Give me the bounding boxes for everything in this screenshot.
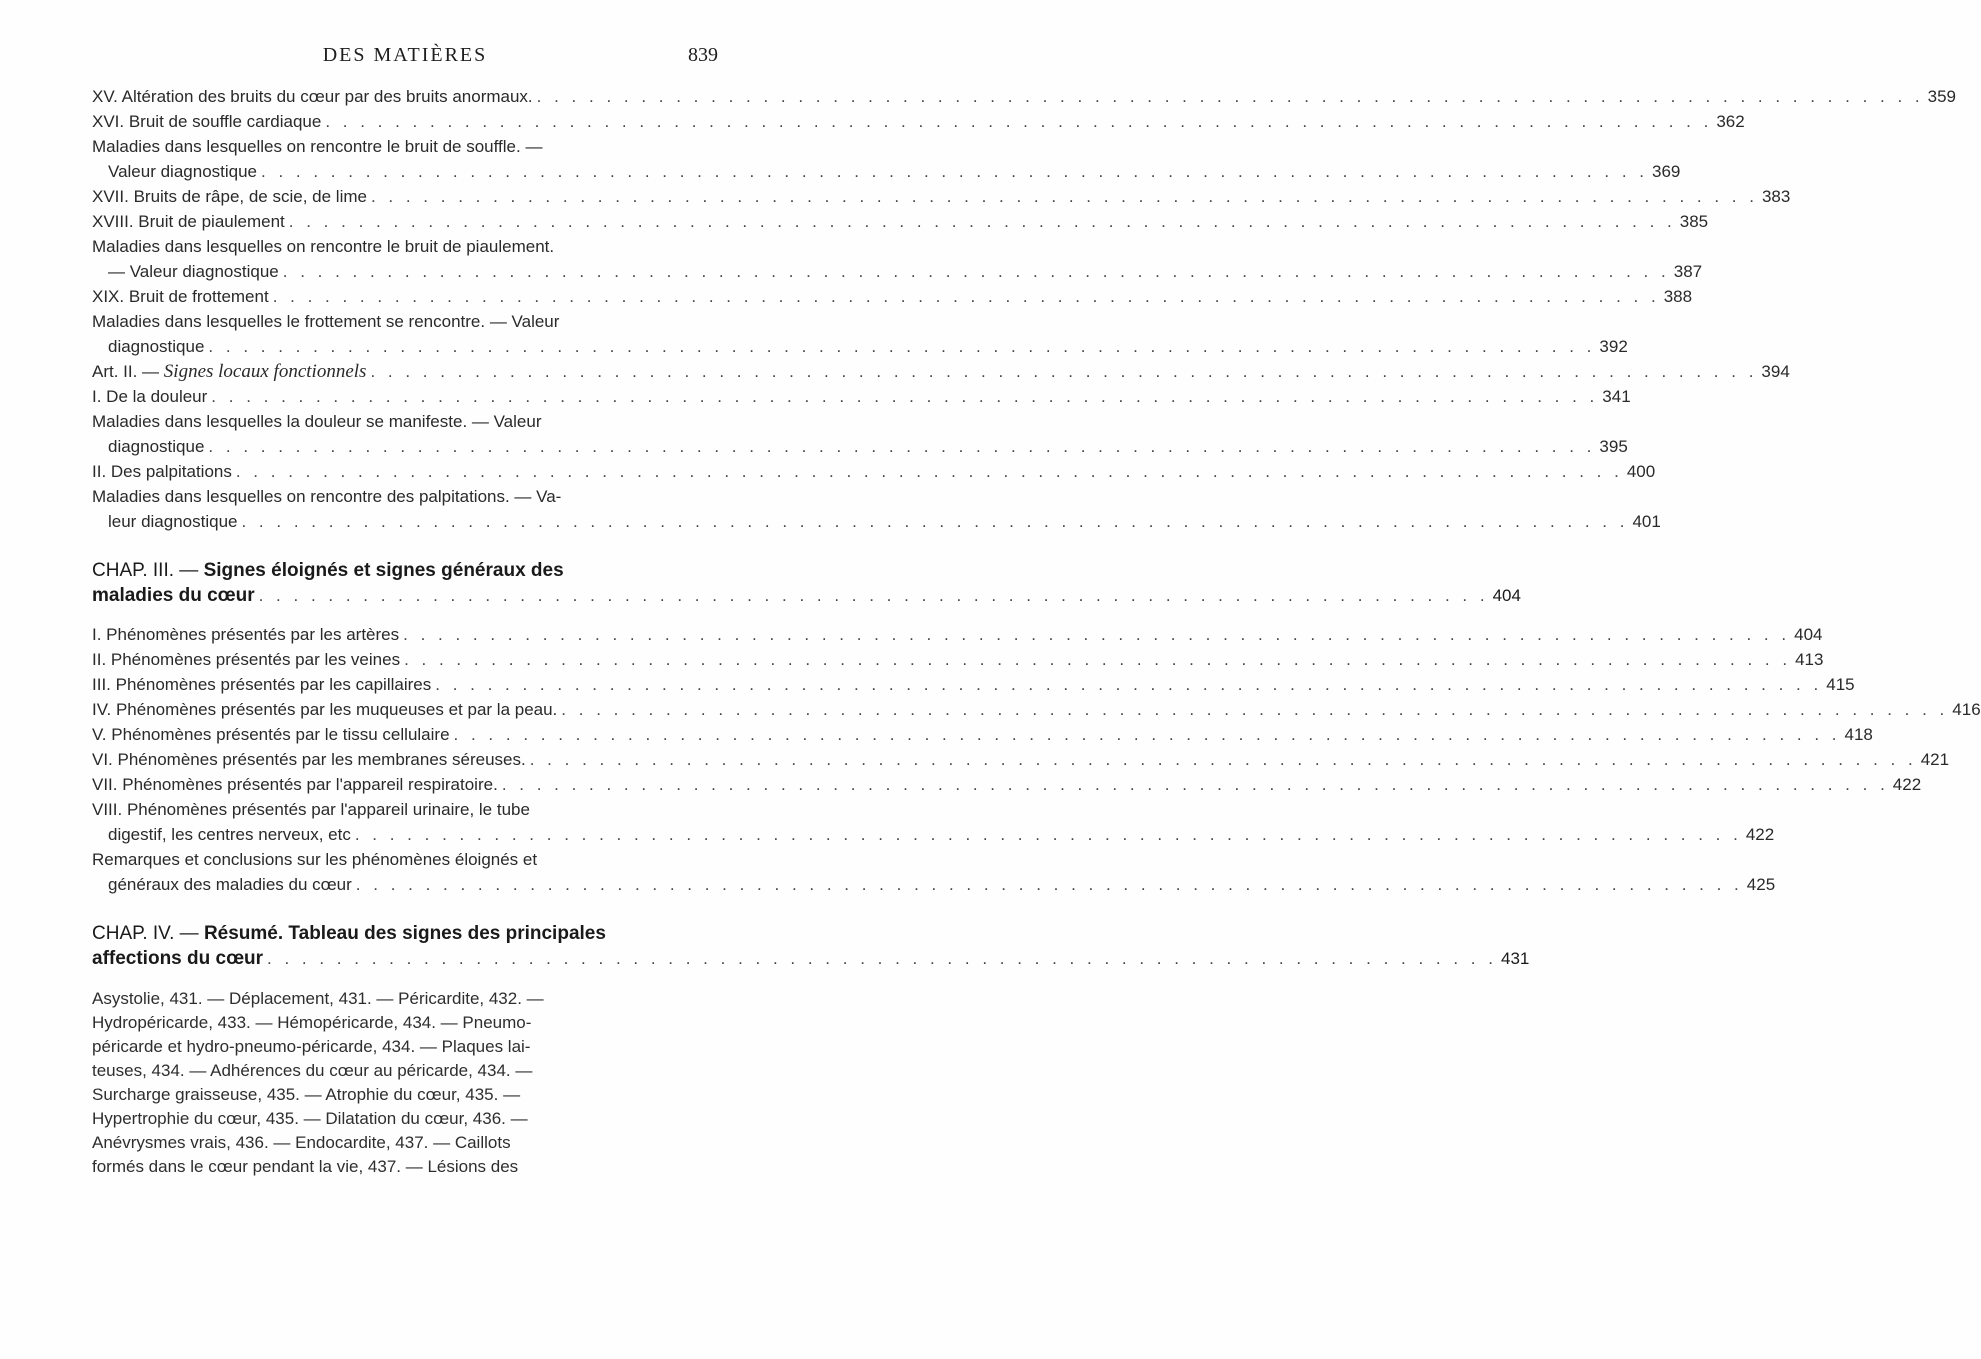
chapter-heading-4 (92, 921, 1530, 971)
toc-entry (92, 722, 1873, 747)
leader-dots (403, 622, 1790, 647)
toc-entry-page: 341 (1602, 387, 1631, 406)
article-label: Art. II. — (92, 362, 160, 381)
toc-entry-text: I. Phénomènes présentés par les artères (92, 625, 400, 644)
paragraph-line: Anévrysmes vrais, 436. — Endocardite, 437. — Caillots (92, 1133, 511, 1152)
toc-entry (92, 384, 1631, 409)
leader-dots (502, 772, 1889, 797)
spacer (92, 608, 718, 622)
leader-dots (454, 722, 1841, 747)
toc-entry-text-cont: diagnostique (108, 337, 205, 356)
paragraph-line: Hypertrophie du cœur, 435. — Dilatation du cœur, 436. — (92, 1109, 528, 1128)
paragraph-line: formés dans le cœur pendant la vie, 437. — Lésions des (92, 1157, 519, 1176)
toc-entry-text: XIX. Bruit de frottement (92, 287, 269, 306)
toc-entry (92, 84, 1957, 109)
toc-entry-text: V. Phénomènes présentés par le tissu cellulaire (92, 725, 450, 744)
toc-entry-text: XVI. Bruit de souffle cardiaque (92, 112, 322, 131)
toc-entry-page: 418 (1844, 725, 1873, 744)
chapter-page: 404 (1492, 586, 1521, 605)
toc-entry-page: 395 (1599, 437, 1628, 456)
leader-dots (208, 334, 1595, 359)
leader-dots (404, 647, 1791, 672)
toc-entry-text-cont: Valeur diagnostique (108, 162, 258, 181)
leader-dots (537, 84, 1924, 109)
toc-entry-text: Maladies dans lesquelles on rencontre le bruit de piaulement. (92, 237, 555, 256)
toc-entry-page: 421 (1920, 750, 1950, 769)
toc-entry-page: 383 (1761, 187, 1791, 206)
toc-entry-page: 392 (1599, 337, 1628, 356)
leader-dots (241, 509, 1628, 534)
leader-dots (283, 259, 1670, 284)
leader-dots (561, 697, 1948, 722)
toc-entry-text: VI. Phénomènes présentés par les membranes séreuses. (92, 750, 526, 769)
toc-entry (92, 209, 1709, 234)
toc-entry (92, 284, 1693, 309)
summary-paragraph (92, 987, 718, 1179)
toc-entry-page: 394 (1761, 362, 1790, 381)
toc-entry-page: 369 (1652, 162, 1681, 181)
paragraph-line: Surcharge graisseuse, 435. — Atrophie du cœur, 435. — (92, 1085, 521, 1104)
toc-entry-text: II. Des palpitations (92, 462, 232, 481)
leader-dots (289, 209, 1676, 234)
toc-entry-text: VII. Phénomènes présentés par l'appareil respiratoire. (92, 775, 498, 794)
toc-entry (92, 622, 1823, 647)
leader-dots (325, 109, 1712, 134)
toc-entry-text: XVIII. Bruit de piaulement (92, 212, 285, 231)
toc-entry-text-cont: — Valeur diagnostique (108, 262, 279, 281)
toc-entry-text: III. Phénomènes présentés par les capillaires (92, 675, 432, 694)
chapter-title-cont: affections du cœur (92, 948, 264, 969)
toc-entry-text-cont: leur diagnostique (108, 512, 238, 531)
toc-entry (92, 672, 1855, 697)
toc-entry-text: Maladies dans lesquelles le frottement se rencontre. — Valeur (92, 312, 560, 331)
toc-entry (92, 747, 1950, 772)
toc-entry-page: 422 (1892, 775, 1922, 794)
leader-dots (208, 434, 1595, 459)
leader-dots (273, 284, 1660, 309)
paragraph-line: Hydropéricarde, 433. — Hémopéricarde, 434. — Pneumo- (92, 1013, 532, 1032)
toc-entry-page: 388 (1663, 287, 1693, 306)
chapter-label: CHAP. III. — (92, 560, 199, 581)
toc-entry-page: 400 (1626, 462, 1656, 481)
toc-entry (92, 484, 1661, 534)
leader-dots (259, 583, 1489, 608)
toc-entry-page: 401 (1632, 512, 1661, 531)
toc-article-heading (92, 359, 1790, 384)
toc-entry-page: 362 (1716, 112, 1745, 131)
leader-dots (356, 872, 1743, 897)
chapter-title-cont: maladies du cœur (92, 585, 255, 606)
toc-entry (92, 234, 1703, 284)
toc-entry-page: 385 (1679, 212, 1709, 231)
chapter-page: 431 (1500, 949, 1530, 968)
paragraph-line: péricarde et hydro-pneumo-péricarde, 434. — Plaques lai- (92, 1037, 531, 1056)
toc-entry (92, 647, 1824, 672)
toc-entry-text-cont: généraux des maladies du cœur (108, 875, 352, 894)
toc-entry (92, 309, 1628, 359)
toc-entry-page: 387 (1673, 262, 1703, 281)
toc-entry-text: XVII. Bruits de râpe, de scie, de lime (92, 187, 367, 206)
leader-dots (267, 946, 1497, 971)
toc-entry-text: I. De la douleur (92, 387, 208, 406)
toc-entry (92, 772, 1922, 797)
running-title: DES MATIÈRES (322, 44, 488, 66)
leader-dots (370, 359, 1757, 384)
page-header (92, 44, 718, 74)
chapter-title: Résumé. Tableau des signes des principales (203, 923, 606, 944)
leader-dots (371, 184, 1758, 209)
toc-entry-text: Maladies dans lesquelles on rencontre le bruit de souffle. — (92, 137, 543, 156)
leader-dots (236, 459, 1623, 484)
toc-entry-page: 425 (1746, 875, 1776, 894)
toc-entry-text: IV. Phénomènes présentés par les muqueuses et par la peau. (92, 700, 558, 719)
chapter-title: Signes éloignés et signes généraux des (203, 560, 564, 581)
toc-entry-page: 422 (1745, 825, 1775, 844)
leader-dots (435, 672, 1822, 697)
toc-entry-text: Maladies dans lesquelles on rencontre des palpitations. — Va- (92, 487, 562, 506)
leader-dots (211, 384, 1598, 409)
toc-entry (92, 109, 1745, 134)
toc-entry (92, 459, 1656, 484)
leader-dots (530, 747, 1917, 772)
toc-entry-page: 416 (1952, 700, 1981, 719)
leader-dots (261, 159, 1648, 184)
toc-entry (92, 184, 1791, 209)
chapter-heading-3 (92, 558, 1521, 608)
toc-entry (92, 697, 1981, 722)
toc-entry (92, 134, 1681, 184)
toc-entry-page: 404 (1794, 625, 1823, 644)
leader-dots (355, 822, 1742, 847)
toc-entry-text-cont: diagnostique (108, 437, 205, 456)
toc-entry-page: 415 (1826, 675, 1855, 694)
chapter-label: CHAP. IV. — (92, 923, 199, 944)
toc-entry-page: 413 (1795, 650, 1824, 669)
toc-entry-text: Remarques et conclusions sur les phénomènes éloignés et (92, 850, 538, 869)
paragraph-line: teuses, 434. — Adhérences du cœur au péricarde, 434. — (92, 1061, 533, 1080)
toc-entry (92, 797, 1775, 847)
toc-entry (92, 847, 1776, 897)
toc-entry-text: XV. Altération des bruits du cœur par des bruits anormaux. (92, 87, 533, 106)
toc-entry-text: II. Phénomènes présentés par les veines (92, 650, 401, 669)
table-of-contents (92, 84, 1981, 1179)
paragraph-line: Asystolie, 431. — Déplacement, 431. — Péricardite, 432. — (92, 989, 544, 1008)
toc-entry-page: 359 (1927, 87, 1957, 106)
toc-entry (92, 409, 1628, 459)
toc-entry-text: VIII. Phénomènes présentés par l'appareil urinaire, le tube (92, 800, 530, 819)
article-title: Signes locaux fonctionnels (163, 361, 367, 382)
toc-entry-text: Maladies dans lesquelles la douleur se manifeste. — Valeur (92, 412, 542, 431)
toc-entry-text-cont: digestif, les centres nerveux, etc (108, 825, 351, 844)
page-number: 839 (688, 44, 718, 66)
